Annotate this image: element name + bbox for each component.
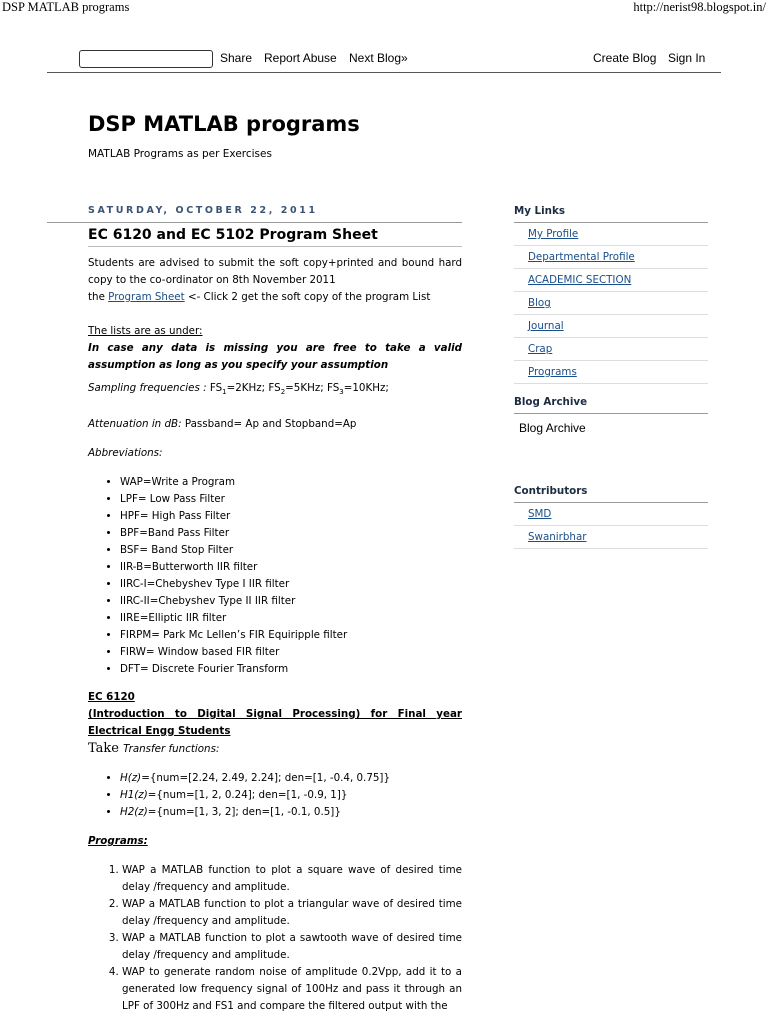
sidebar-link-item — [514, 361, 708, 384]
transfer-function-list — [88, 770, 462, 821]
navbar-search-input[interactable] — [79, 50, 213, 68]
abbreviation-item: • IIRC-I=Chebyshev Type I IIR filter — [120, 576, 462, 593]
divider — [47, 222, 462, 223]
abbreviations-label: Abbreviations: — [88, 447, 163, 459]
share-link[interactable]: Share — [220, 51, 253, 65]
print-title: DSP MATLAB programs — [2, 0, 130, 14]
my-links-list — [514, 223, 708, 384]
contributors-heading: Contributors — [514, 485, 708, 503]
sidebar-link[interactable]: My Profile — [528, 228, 579, 240]
fs1-value: =2KHz; — [226, 382, 269, 394]
sidebar-link-item — [514, 246, 708, 269]
transfer-label: Transfer functions: — [123, 743, 220, 755]
fs3-value: =10KHz; — [343, 382, 389, 394]
my-links-heading: My Links — [514, 205, 708, 223]
lists-heading: The lists are as under: — [88, 325, 203, 337]
contributor-item — [514, 526, 708, 549]
sidebar-link-item — [514, 315, 708, 338]
sidebar-link[interactable]: Departmental Profile — [528, 251, 635, 263]
report-abuse-link[interactable]: Report Abuse — [264, 51, 337, 65]
contributor-link[interactable]: SMD — [528, 508, 552, 520]
transfer-function-item — [120, 787, 462, 804]
program-item: 4. WAP to generate random noise of amplitude 0.2Vpp, add it to a generated low frequency signal of 100Hz and pass it through an LPF of 300Hz and FS1 and compare the filtered output with the — [122, 964, 462, 1015]
sidebar-link-item — [514, 338, 708, 361]
post-body — [88, 255, 462, 1015]
create-blog-link[interactable]: Create Blog — [593, 51, 657, 65]
transfer-heading — [88, 740, 462, 758]
program-sheet-line — [88, 289, 462, 306]
transfer-function-name: H(z) — [120, 772, 142, 784]
blogger-navbar — [47, 44, 721, 73]
transfer-function-name: H2(z) — [120, 806, 148, 818]
assumption-note: In case any data is missing you are free to take a valid assumption as long as you specify your assumption — [88, 342, 462, 371]
program-item: 3. WAP a MATLAB function to plot a sawtooth wave of desired time delay /frequency and amplitude. — [122, 930, 462, 964]
abbreviation-item: • BSF= Band Stop Filter — [120, 542, 462, 559]
abbreviation-item: • HPF= High Pass Filter — [120, 508, 462, 525]
attenuation-value: Passband= Ap and Stopband=Ap — [184, 418, 357, 430]
attenuation-label: Attenuation in dB: — [88, 418, 185, 430]
print-url: http://nerist98.blogspot.in/ — [633, 0, 766, 14]
blog-title[interactable]: DSP MATLAB programs — [88, 112, 360, 136]
attenuation — [88, 416, 462, 433]
fs3-sub: 3 — [339, 388, 344, 396]
transfer-function-value: ={num=[1, 3, 2]; den=[1, -0.1, 0.5]} — [147, 806, 341, 818]
course-code: EC 6120 — [88, 691, 135, 703]
fs2-sub: 2 — [280, 388, 286, 396]
course-title: (Introduction to Digital Signal Processing) for Final year Electrical Engg Students — [88, 708, 462, 737]
divider — [88, 246, 462, 247]
sign-in-link[interactable]: Sign In — [668, 51, 706, 65]
abbreviation-item: • WAP=Write a Program — [120, 474, 462, 491]
sidebar-link-item — [514, 269, 708, 292]
program-item: 1. WAP a MATLAB function to plot a square wave of desired time delay /frequency and amplitude. — [122, 862, 462, 896]
contributor-link[interactable]: Swanirbhar — [528, 531, 587, 543]
print-header — [0, 0, 768, 16]
sampling-label: Sampling frequencies : — [88, 382, 210, 394]
abbreviation-item: • BPF=Band Pass Filter — [120, 525, 462, 542]
program-sheet-link[interactable]: Program Sheet — [108, 291, 185, 303]
blog-archive-heading: Blog Archive — [514, 396, 708, 414]
link-suffix: <- Click 2 get the soft copy of the program List — [184, 291, 431, 303]
contributors-list — [514, 503, 708, 549]
sidebar-link[interactable]: Programs — [528, 366, 577, 378]
sidebar-link[interactable]: ACADEMIC SECTION — [528, 274, 632, 286]
sidebar — [514, 205, 708, 549]
abbreviations-list — [88, 474, 462, 678]
sidebar-link-item — [514, 223, 708, 246]
sidebar-link[interactable]: Crap — [528, 343, 553, 355]
sampling-frequencies — [88, 380, 462, 401]
post-title[interactable]: EC 6120 and EC 5102 Program Sheet — [88, 227, 378, 243]
programs-list — [88, 862, 462, 1015]
transfer-function-item — [120, 770, 462, 787]
sidebar-link[interactable]: Journal — [528, 320, 564, 332]
fs1: FS — [209, 382, 223, 394]
blog-description: MATLAB Programs as per Exercises — [88, 148, 272, 160]
transfer-function-name: H1(z) — [120, 789, 148, 801]
abbreviation-item: • FIRPM= Park Mc Lellen’s FIR Equiripple filter — [120, 627, 462, 644]
abbreviation-item: • IIR-B=Butterworth IIR filter — [120, 559, 462, 576]
abbreviation-item: • IIRC-II=Chebyshev Type II IIR filter — [120, 593, 462, 610]
fs2-value: =5KHz; — [285, 382, 327, 394]
spacer — [88, 306, 462, 323]
fs1-sub: 1 — [222, 388, 227, 396]
abbreviation-item: • IIRE=Elliptic IIR filter — [120, 610, 462, 627]
blog-archive-widget[interactable]: Blog Archive — [519, 421, 586, 435]
post-intro: Students are advised to submit the soft copy+printed and bound hard copy to the co-ordinator on 8th November 2011 — [88, 257, 462, 286]
abbreviation-item: • DFT= Discrete Fourier Transform — [120, 661, 462, 678]
sidebar-link[interactable]: Blog — [528, 297, 551, 309]
abbreviation-item: • FIRW= Window based FIR filter — [120, 644, 462, 661]
programs-label: Programs: — [88, 835, 148, 847]
next-blog-link[interactable]: Next Blog» — [349, 51, 408, 65]
sidebar-link-item — [514, 292, 708, 315]
fs3: FS — [326, 382, 340, 394]
take-word: Take — [88, 741, 124, 756]
transfer-function-value: ={num=[2.24, 2.49, 2.24]; den=[1, -0.4, 0.75]} — [141, 772, 390, 784]
contributor-item — [514, 503, 708, 526]
program-item: 2. WAP a MATLAB function to plot a triangular wave of desired time delay /frequency and amplitude. — [122, 896, 462, 930]
transfer-function-value: ={num=[1, 2, 0.24]; den=[1, -0.9, 1]} — [147, 789, 348, 801]
link-prefix: the — [88, 291, 109, 303]
post-date: SATURDAY, OCTOBER 22, 2011 — [88, 205, 318, 216]
abbreviation-item: • LPF= Low Pass Filter — [120, 491, 462, 508]
transfer-function-item — [120, 804, 462, 821]
fs2: FS — [268, 382, 281, 394]
